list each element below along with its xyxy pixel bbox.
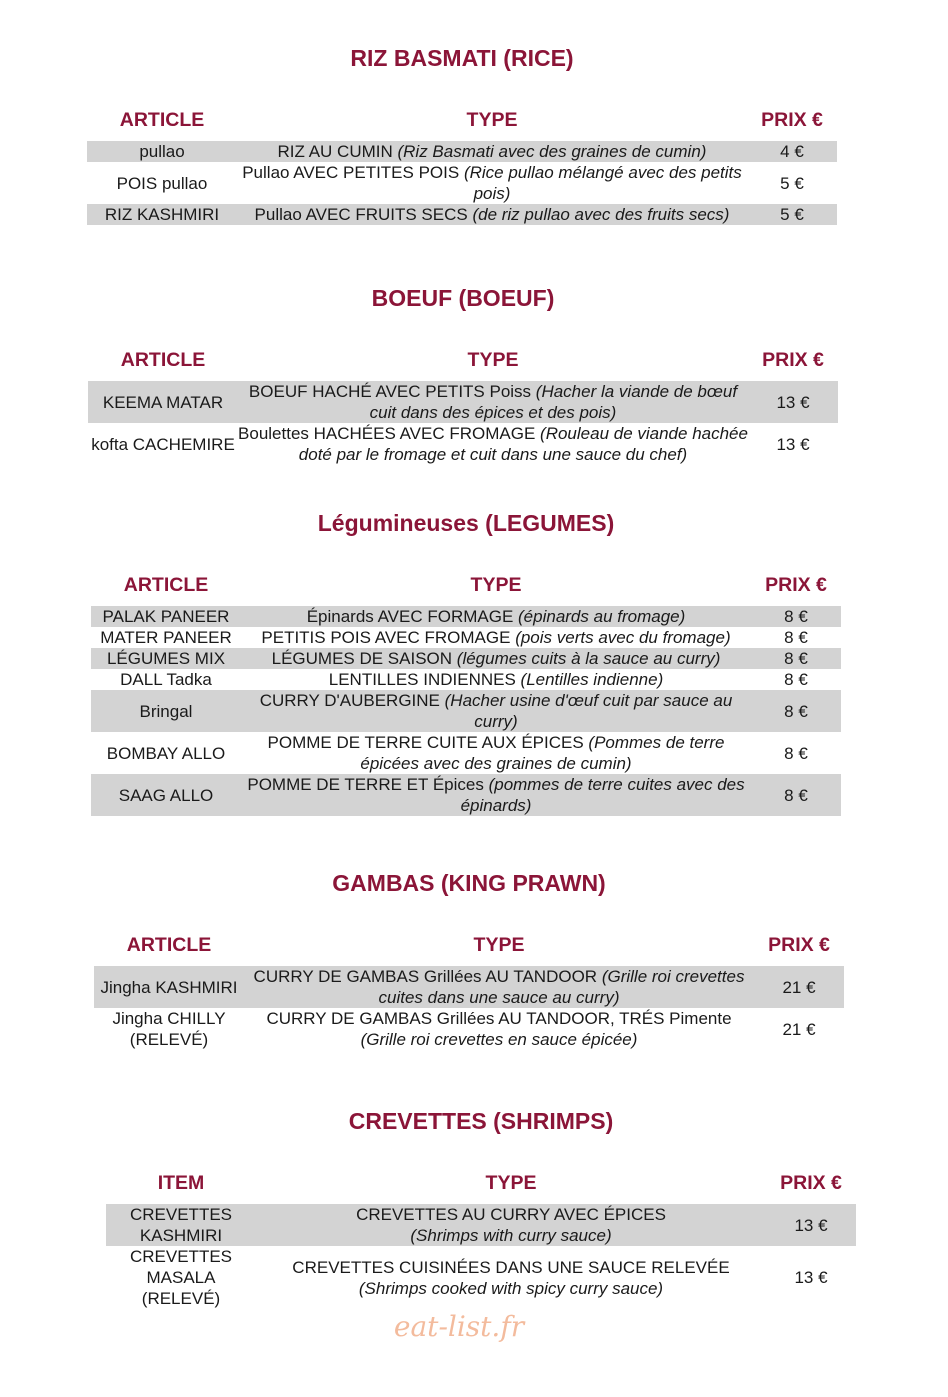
item-type: CREVETTES AU CURRY AVEC ÉPICES (Shrimps with curry sauce)	[256, 1204, 766, 1246]
table-row	[106, 1246, 856, 1309]
section-title: Légumineuses (LEGUMES)	[317, 510, 615, 536]
item-price: 13 €	[776, 434, 810, 454]
item-name: PALAK PANEER	[91, 606, 241, 627]
header-article: ARTICLE	[119, 109, 205, 131]
item-name: Jingha CHILLY (RELEVÉ)	[112, 1009, 226, 1049]
item-price: 5 €	[780, 173, 804, 193]
item-name: BOMBAY ALLO	[106, 743, 226, 763]
section-title: GAMBAS (KING PRAWN)	[332, 870, 606, 896]
item-type: BOEUF HACHÉ AVEC PETITS Poiss (Hacher la viande de bœuf cuit dans des épices et des pois)	[238, 381, 748, 423]
menu-table	[94, 966, 844, 1050]
item-price: 8 €	[751, 774, 841, 816]
item-type: CURRY D'AUBERGINE (Hacher usine d'œuf cuit par sauce au curry)	[241, 690, 751, 732]
header-price: PRIX €	[780, 1172, 842, 1194]
table-row	[87, 162, 837, 204]
watermark: eat-list.fr	[393, 1310, 525, 1343]
item-price: 8 €	[751, 648, 841, 669]
section-beef	[88, 284, 838, 465]
header-price: PRIX €	[761, 109, 823, 131]
item-price: 8 €	[784, 628, 808, 647]
item-type: CREVETTES CUISINÉES DANS UNE SAUCE RELEVÉE (Shrimps cooked with spicy curry sauce)	[292, 1257, 730, 1298]
item-type: PETITIS POIS AVEC FROMAGE (pois verts avec du fromage)	[261, 628, 731, 647]
item-name: POIS pullao	[116, 173, 208, 193]
table-row	[91, 627, 841, 648]
table-header	[88, 348, 838, 372]
item-type: LÉGUMES DE SAISON (légumes cuits à la sauce au curry)	[241, 648, 751, 669]
item-name: SAAG ALLO	[91, 774, 241, 816]
table-header	[87, 108, 837, 132]
item-price: 8 €	[784, 743, 808, 763]
item-type: POMME DE TERRE CUITE AUX ÉPICES (Pommes de terre épicées avec des graines de cumin)	[267, 733, 725, 773]
item-price: 21 €	[754, 966, 844, 1008]
item-type: Pullao AVEC PETITES POIS (Rice pullao mélangé avec des petits pois)	[242, 163, 742, 203]
header-price: PRIX €	[762, 349, 824, 371]
table-row	[106, 1204, 856, 1246]
item-price: 5 €	[747, 204, 837, 225]
item-price: 4 €	[747, 141, 837, 162]
header-type: TYPE	[473, 934, 525, 956]
table-row	[94, 966, 844, 1008]
header-type: TYPE	[485, 1172, 537, 1194]
item-name: KEEMA MATAR	[88, 381, 238, 423]
table-row	[94, 1008, 844, 1050]
item-price: 13 €	[766, 1204, 856, 1246]
header-type: TYPE	[470, 574, 522, 596]
table-row	[91, 774, 841, 816]
table-header	[91, 573, 841, 597]
section-rice	[87, 44, 837, 225]
item-price: 13 €	[794, 1268, 828, 1287]
item-name: pullao	[87, 141, 237, 162]
item-name: Jingha KASHMIRI	[94, 966, 244, 1008]
item-type: CURRY DE GAMBAS Grillées AU TANDOOR (Grille roi crevettes cuites dans une sauce au curry)	[244, 966, 754, 1008]
item-name: Bringal	[91, 690, 241, 732]
header-price: PRIX €	[765, 574, 827, 596]
item-type: LENTILLES INDIENNES (Lentilles indienne)	[328, 670, 664, 689]
header-article: ITEM	[157, 1172, 205, 1194]
section-king-prawn	[94, 869, 844, 1050]
header-type: TYPE	[467, 349, 519, 371]
table-row	[88, 423, 838, 465]
item-type: POMME DE TERRE ET Épices (pommes de terre cuites avec des épinards)	[241, 774, 751, 816]
menu-table	[88, 381, 838, 465]
table-row	[91, 732, 841, 774]
menu-table	[106, 1204, 856, 1309]
table-row	[91, 690, 841, 732]
header-article: ARTICLE	[126, 934, 212, 956]
item-type: CURRY DE GAMBAS Grillées AU TANDOOR, TRÉS Pimente (Grille roi crevettes en sauce épicée)	[266, 1009, 732, 1049]
table-row	[87, 141, 837, 162]
table-row	[88, 381, 838, 423]
section-title: CREVETTES (SHRIMPS)	[348, 1108, 614, 1134]
item-name: RIZ KASHMIRI	[87, 204, 237, 225]
menu-table	[87, 141, 837, 225]
section-shrimps	[106, 1107, 856, 1309]
item-name: MATER PANEER	[100, 628, 232, 647]
section-vegetables	[91, 509, 841, 816]
header-article: ARTICLE	[123, 574, 209, 596]
section-title: RIZ BASMATI (RICE)	[350, 45, 574, 71]
item-name: CREVETTES MASALA (RELEVÉ)	[129, 1247, 233, 1308]
item-price: 8 €	[751, 606, 841, 627]
item-type: RIZ AU CUMIN (Riz Basmati avec des graines de cumin)	[237, 141, 747, 162]
item-type: Pullao AVEC FRUITS SECS (de riz pullao avec des fruits secs)	[237, 204, 747, 225]
item-name: kofta CACHEMIRE	[91, 434, 235, 454]
item-name: DALL Tadka	[120, 670, 212, 689]
table-row	[91, 669, 841, 690]
header-price: PRIX €	[768, 934, 830, 956]
table-row	[91, 606, 841, 627]
header-type: TYPE	[466, 109, 518, 131]
item-name: CREVETTES KASHMIRI	[106, 1204, 256, 1246]
table-row	[87, 204, 837, 225]
section-title: BOEUF (BOEUF)	[371, 285, 555, 311]
item-type: Boulettes HACHÉES AVEC FROMAGE (Rouleau de viande hachée doté par le fromage et cuit dans une sauce du chef)	[238, 424, 748, 464]
table-header	[106, 1171, 856, 1195]
header-article: ARTICLE	[120, 349, 206, 371]
item-name: LÉGUMES MIX	[91, 648, 241, 669]
table-row	[91, 648, 841, 669]
item-price: 13 €	[748, 381, 838, 423]
item-type: Épinards AVEC FORMAGE (épinards au fromage)	[241, 606, 751, 627]
item-price: 8 €	[751, 690, 841, 732]
menu-table	[91, 606, 841, 816]
item-price: 8 €	[784, 670, 808, 689]
table-header	[94, 933, 844, 957]
item-price: 21 €	[782, 1019, 816, 1039]
